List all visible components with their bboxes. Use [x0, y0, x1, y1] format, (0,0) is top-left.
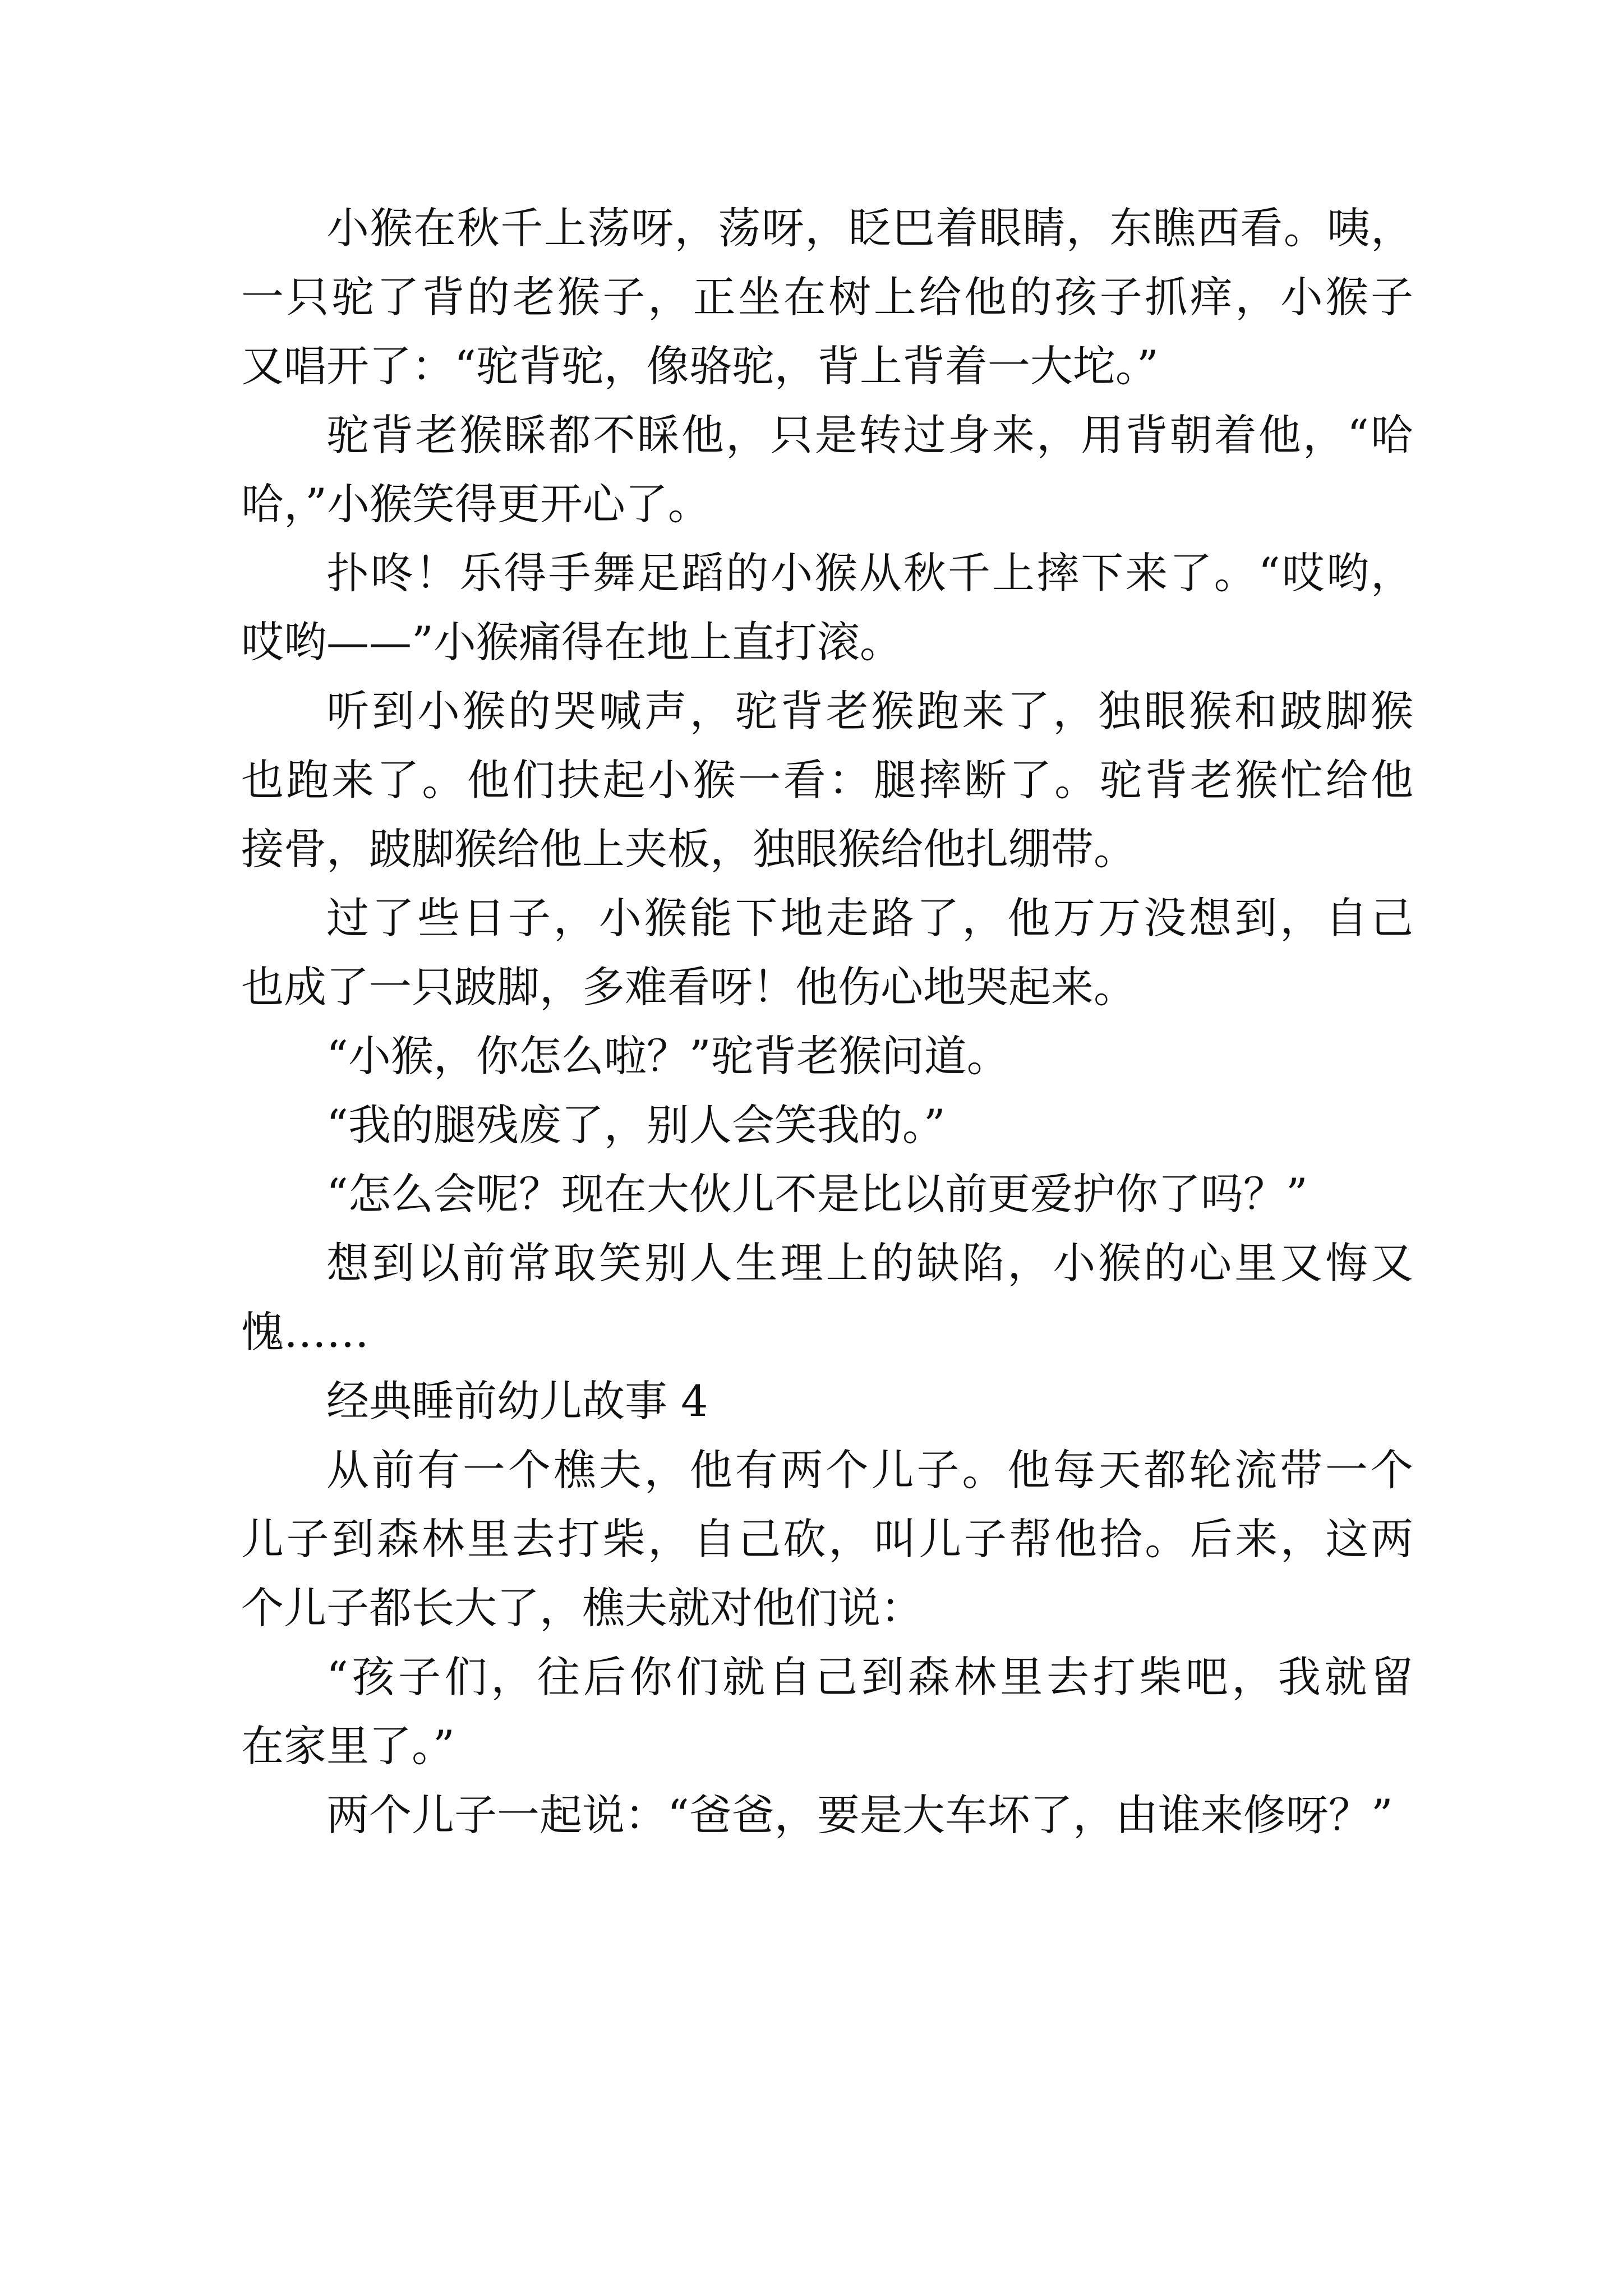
- text-line: 驼背老猴睬都不睬他，只是转过身来，用背朝着他，“哈: [326, 410, 1413, 460]
- story-text: [241, 194, 1413, 1849]
- text-line: 过了些日子，小猴能下地走路了，他万万没想到，自己: [326, 893, 1413, 943]
- text-line: “小猴，你怎么啦？”驼背老猴问道。: [326, 1031, 1009, 1081]
- text-line: 哈，”小猴笑得更开心了。: [241, 479, 711, 529]
- text-line: 接骨，跛脚猴给他上夹板，独眼猴给他扎绷带。: [241, 824, 1136, 874]
- text-line: “怎么会呢？现在大伙儿不是比以前更爱护你了吗？”: [326, 1169, 1308, 1219]
- text-line: 听到小猴的哭喊声，驼背老猴跑来了，独眼猴和跛脚猴: [326, 686, 1413, 736]
- text-line: 个儿子都长大了，樵夫就对他们说：: [241, 1583, 923, 1633]
- text-line: 扑咚！乐得手舞足蹈的小猴从秋千上摔下来了。“哎哟，: [326, 548, 1413, 598]
- text-line: 想到以前常取笑别人生理上的缺陷，小猴的心里又悔又: [326, 1238, 1413, 1288]
- text-line: 也跑来了。他们扶起小猴一看：腿摔断了。驼背老猴忙给他: [241, 755, 1413, 805]
- section-heading: 经典睡前幼儿故事 4: [326, 1376, 708, 1426]
- text-line: 也成了一只跛脚，多难看呀！他伤心地哭起来。: [241, 962, 1136, 1012]
- text-line: 两个儿子一起说：“爸爸，要是大车坏了，由谁来修呀？”: [326, 1790, 1393, 1840]
- text-line: 小猴在秋千上荡呀，荡呀，眨巴着眼睛，东瞧西看。咦，: [326, 203, 1413, 253]
- text-line: 儿子到森林里去打柴，自己砍，叫儿子帮他拾。后来，这两: [241, 1514, 1413, 1564]
- text-line: “孩子们，往后你们就自己到森林里去打柴吧，我就留: [326, 1652, 1413, 1702]
- text-line: 从前有一个樵夫，他有两个儿子。他每天都轮流带一个: [326, 1445, 1413, 1495]
- text-line: 又唱开了：“驼背驼，像骆驼，背上背着一大坨。”: [241, 341, 1159, 391]
- text-line: 哎哟——”小猴痛得在地上直打滚。: [241, 617, 902, 667]
- text-line: 一只驼了背的老猴子，正坐在树上给他的孩子抓痒，小猴子: [241, 272, 1413, 322]
- text-line: 在家里了。”: [241, 1721, 455, 1771]
- text-line: “我的腿残废了，别人会笑我的。”: [326, 1100, 946, 1150]
- text-line: 愧……: [241, 1307, 369, 1357]
